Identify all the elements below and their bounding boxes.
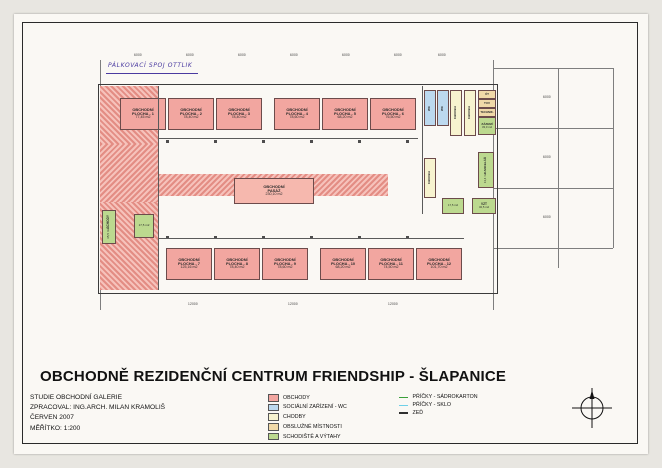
column [406, 140, 409, 143]
room-area: 68,20 m2 [337, 115, 353, 120]
room-label: TUV [484, 100, 490, 105]
room-label: WC [440, 105, 445, 111]
legend-swatch-sadrokarton [399, 397, 408, 398]
room-chodba-3[interactable] [424, 158, 436, 198]
room-shop-8[interactable] [214, 248, 260, 280]
legend-label: CHODBY [283, 414, 306, 421]
room-area: 74,50 m2 [383, 265, 399, 270]
room-label: OBCHODNÍ [178, 256, 200, 262]
wall [158, 138, 418, 139]
titleblock-line-2: ZPRACOVAL: ING.ARCH. MILAN KRAMOLIŠ [30, 404, 166, 412]
room-label: OBCHODNÍ [380, 256, 402, 262]
room-shop-6[interactable] [370, 98, 416, 130]
room-sublabel: PLOCHA - 9 [274, 261, 296, 267]
legend-item-obsluzne [268, 423, 398, 431]
room-sublabel: PASÁŽ [267, 188, 281, 194]
room-area: 13,4 m2 [483, 173, 488, 184]
room-chodba-2[interactable] [464, 90, 476, 136]
legend-item-obchody [268, 394, 398, 402]
room-sublabel: PLOCHA - 5 [334, 111, 356, 117]
dimension-right: 6000 [543, 215, 551, 219]
legend-item-chodby [268, 413, 398, 421]
legend-label: OBSLUŽNÉ MÍSTNOSTI [283, 423, 342, 430]
room-label: CHODBA [427, 171, 432, 185]
legend-label: SCHODIŠTĚ A VÝTAHY [283, 433, 341, 440]
column [214, 140, 217, 143]
room-sublabel: PLOCHA - 2 [180, 111, 202, 117]
room-label: OBCHODNÍ [428, 256, 450, 262]
dimension-right: 6000 [543, 155, 551, 159]
room-shop-3[interactable] [216, 98, 262, 130]
dimension-top: 6000 [134, 53, 142, 57]
dimension-bottom: 12000 [288, 302, 298, 306]
column [358, 140, 361, 143]
room-sublabel: PLOCHA - 1 [132, 111, 154, 117]
room-area: 230,10 m2 [265, 192, 283, 197]
room-shop-11[interactable] [368, 248, 414, 280]
room-sublabel: PLOCHA - 4 [286, 111, 308, 117]
wall [158, 238, 464, 239]
column [262, 140, 265, 143]
room-area: 76,50 m2 [385, 115, 401, 120]
room-label: OBCHODNÍ [180, 106, 202, 112]
room-shop-5[interactable] [322, 98, 368, 130]
room-label: OBCHODNÍ [286, 106, 308, 112]
grid-line-v [613, 68, 614, 248]
room-area: 77,45 m2 [135, 115, 151, 120]
room-sublabel: PLOCHA - 3 [228, 111, 250, 117]
dimension-top: 6000 [394, 53, 402, 57]
grid-line-v [558, 68, 559, 268]
legend-swatch-schodiste [268, 433, 279, 441]
handwritten-underline [106, 73, 198, 74]
room-label: CHODBA [467, 106, 472, 120]
room-area: 32,5 m2 [478, 205, 490, 210]
legend-swatch-chodby [268, 413, 279, 421]
dimension-top: 6000 [238, 53, 246, 57]
wall [422, 86, 423, 214]
legend-label: ZEĎ [412, 410, 424, 417]
room-label: OBCHODNÍ [132, 106, 154, 112]
room-passage[interactable] [234, 178, 314, 204]
room-area: 35,5 m2 [106, 228, 111, 240]
legend-swatch-zed [399, 412, 408, 414]
grid-line-h [493, 128, 613, 129]
legend-swatch-obchody [268, 394, 279, 402]
room-chodba-1[interactable] [450, 90, 462, 136]
room-area: 125,16 m2 [180, 265, 198, 270]
room-ut[interactable] [478, 90, 496, 99]
room-stairs-left[interactable] [102, 210, 116, 244]
titleblock-line-3: ČERVEN 2007 [30, 414, 74, 422]
legend-label: SOCIÁLNÍ ZAŘÍZENÍ - WC [283, 404, 347, 411]
room-label: OBCHODNÍ [332, 256, 354, 262]
titleblock-line-1: STUDIE OBCHODNÍ GALERIE [30, 394, 122, 401]
dimension-top: 6000 [438, 53, 446, 57]
room-area: 78,40 m2 [231, 115, 247, 120]
dimension-top: 6000 [290, 53, 298, 57]
column [166, 140, 169, 143]
title-block [30, 393, 165, 434]
legend-item-pricky-sklo [399, 402, 514, 408]
room-kancelar[interactable] [478, 152, 494, 188]
room-wc-muzi[interactable] [424, 90, 436, 126]
legend-label: PŘÍČKY - SKLO [412, 402, 451, 409]
legend-swatch-sklo [399, 405, 408, 406]
room-technik[interactable] [478, 108, 496, 117]
room-sublabel: PLOCHA - 12 [426, 261, 452, 267]
room-shop-1[interactable] [120, 98, 166, 130]
room-wc-zeny[interactable] [437, 90, 449, 126]
room-label: VZT [480, 201, 488, 206]
room-area: 33,0 m2 [481, 125, 493, 130]
room-shop-10[interactable] [320, 248, 366, 280]
legend-item-wc [268, 404, 398, 412]
room-zazemi[interactable] [478, 117, 496, 135]
room-label: OBCHODNÍ [382, 106, 404, 112]
legend-item-zed [399, 410, 514, 416]
room-area: 78,40 m2 [229, 265, 245, 270]
room-label: ÚT [485, 91, 489, 96]
titleblock-line-4: MĚŘÍTKO: 1:200 [30, 424, 81, 432]
wall [158, 86, 159, 290]
room-sublabel: PLOCHA - 8 [226, 261, 248, 267]
room-label: WC [427, 105, 432, 111]
dimension-right: 6000 [543, 95, 551, 99]
dimension-bottom: 12000 [188, 302, 198, 306]
room-label: TECHNIK. [480, 109, 494, 114]
legend-item-schodiste [268, 433, 398, 441]
dimension-top: 6000 [186, 53, 194, 57]
room-tuv[interactable] [478, 99, 496, 108]
legend-swatch-wc [268, 404, 279, 412]
room-area: 78,40 m2 [183, 115, 199, 120]
room-sublabel: PLOCHA - 11 [379, 261, 403, 267]
room-label: OBCHODNÍ [274, 256, 296, 262]
room-shop-2[interactable] [168, 98, 214, 130]
north-arrow-icon [570, 386, 614, 430]
room-label: CHODBA [453, 106, 458, 120]
room-area: 78,60 m2 [289, 115, 305, 120]
room-vytah-left[interactable] [134, 214, 154, 238]
room-sublabel: PLOCHA - 6 [382, 111, 404, 117]
page-title: OBCHODNĚ REZIDENČNÍ CENTRUM FRIENDSHIP - ŠLAPANICE [40, 368, 507, 385]
grid-line-h [493, 188, 613, 189]
legend [268, 394, 518, 442]
room-label: OBCHODNÍ [228, 106, 250, 112]
room-shop-9[interactable] [262, 248, 308, 280]
room-sublabel: PLOCHA - 10 [330, 261, 356, 267]
room-area: 78,60 m2 [277, 265, 293, 270]
room-label: KANCELÁŘ [483, 156, 488, 174]
grid-line-h [493, 68, 613, 69]
dimension-top: 6000 [342, 53, 350, 57]
room-shop-4[interactable] [274, 98, 320, 130]
room-area: 17,5 m2 [138, 223, 150, 228]
handwritten-note: PÁLKOVACÍ SPOJ OTTLIK [108, 62, 193, 69]
room-shop-12[interactable] [416, 248, 462, 280]
room-label: SCHODY [106, 214, 111, 229]
room-area: 17,5 m2 [447, 203, 459, 208]
room-vzt[interactable] [472, 198, 496, 214]
grid-line-h [493, 248, 613, 249]
room-label: ZÁZEMÍ [481, 121, 493, 126]
room-vytah-right[interactable] [442, 198, 464, 214]
room-shop-7[interactable] [166, 248, 212, 280]
legend-label: OBCHODY [283, 394, 310, 401]
legend-swatch-obsluzne [268, 423, 279, 431]
floor-plan [38, 40, 620, 360]
room-area: 68,20 m2 [335, 265, 351, 270]
column [310, 140, 313, 143]
dimension-bottom: 12000 [388, 302, 398, 306]
room-label: OBCHODNÍ [263, 183, 285, 189]
room-label: OBCHODNÍ [226, 256, 248, 262]
room-label: OBCHODNÍ [334, 106, 356, 112]
room-sublabel: PLOCHA - 7 [178, 261, 200, 267]
legend-label: PŘÍČKY - SÁDROKARTON [412, 394, 478, 400]
hatch-fill [100, 144, 158, 202]
room-area: 101,70 m2 [430, 265, 448, 270]
legend-item-pricky-sadrokarton [399, 394, 514, 400]
